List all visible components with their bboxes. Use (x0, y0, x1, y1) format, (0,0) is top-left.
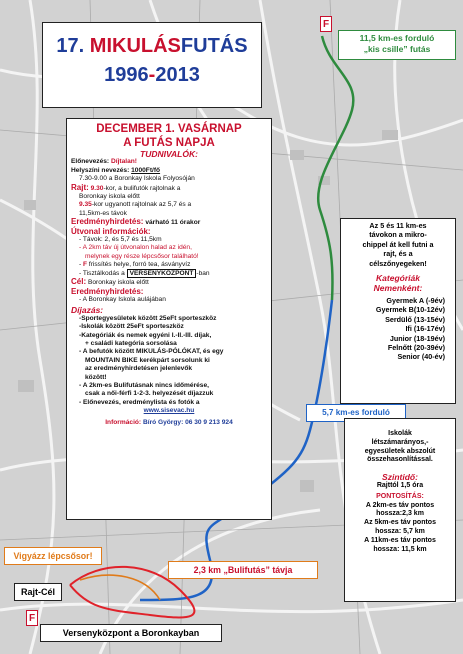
frissito-f-icon: F (83, 261, 88, 269)
frissito-text: frissítés helye, forró tea, ásványvíz (87, 261, 191, 269)
chip-text-3: chippel át kell futni a (362, 239, 434, 249)
dijazas-10: csak a női-férfi 1-2-3. helyezését díjazzuk (85, 390, 214, 398)
tudnivalok-heading: TUDNIVALÓK: (140, 149, 198, 159)
schools-text-3: egyesületek abszolút (364, 447, 436, 455)
ered1-label: Eredményhirdetés: (71, 217, 144, 227)
helyszini-label: Helyszíni nevezés: (71, 166, 130, 174)
category-item: Junior (18-19év) (389, 333, 445, 343)
chip-text-2: távokon a mikro- (369, 230, 427, 240)
elonevezes-label: Előnevezés: (71, 158, 110, 166)
categories-heading: Kategóriák (376, 273, 420, 284)
helyszini-time: 7.30-9.00 a Boronkay Iskola Folyosóján (79, 175, 195, 183)
stairs-warning-label: Vigyázz lépcsősor! (4, 547, 102, 565)
refreshment-marker-top: F (320, 16, 332, 32)
category-item: Senior (40-év) (397, 352, 445, 362)
ered2-value: - A Boronkay Iskola aulájában (79, 295, 166, 303)
info-panel (66, 118, 272, 520)
cel-value: Boronkay iskola előtt (87, 279, 149, 287)
rajt-text3: -kor ugyanott rajtolnak az 5,7 és a (91, 201, 192, 209)
precision-line: hossza:2,3 km (376, 510, 424, 518)
frissito-pre: - (79, 261, 84, 269)
website-link[interactable]: www.sisevac.hu (143, 407, 195, 415)
contact-value: Bíró György: 06 30 9 213 924 (142, 418, 233, 426)
dijazas-1: -Sportegyesületek között 25eFt sporteszköz (79, 314, 217, 322)
utvonal-label: Útvonal információk: (71, 226, 151, 236)
title-box (42, 22, 262, 108)
contact-label: Információ: (105, 418, 142, 426)
category-item: Gyermek B(10-12év) (375, 305, 445, 315)
dijazas-4: + családi kategória sorsolása (85, 339, 177, 347)
year-start: 1996 (104, 64, 149, 86)
dijazas-8: között! (85, 373, 107, 381)
precision-line: hossza: 11,5 km (373, 545, 427, 553)
start-finish-label: Rajt-Cél (14, 583, 62, 601)
ered1-value: várható 11 órakor (145, 219, 201, 227)
category-item: Gyermek A (-9év) (386, 296, 445, 306)
dijazas-2: -Iskolák között 25eFt sporteszköz (79, 323, 184, 331)
event-years (43, 64, 261, 87)
refreshment-marker-bottom: F (26, 610, 38, 626)
warning-line1: - A 2km táv új útvonalon halad az idén, (79, 244, 192, 252)
cel-label: Cél: (71, 277, 87, 287)
precision-heading: PONTOSÍTÁS: (376, 492, 424, 500)
rajt-label: Rajt: (71, 182, 89, 192)
elonevezes-value: Díjtalan! (110, 158, 137, 166)
rajt-time: 9.30 (90, 184, 104, 192)
schools-panel (344, 418, 456, 602)
helyszini-value: 1000Ft/fő (131, 166, 161, 174)
tisztalkodas-line (71, 270, 267, 278)
day-heading: A FUTÁS NAPJA (123, 137, 215, 149)
dijazas-11: - Előnevezés, eredménylista és fotók a (79, 398, 200, 406)
elonevezes-line (71, 158, 267, 166)
rajt-text1: -kor, a bulifutók rajtolnak a (103, 184, 181, 192)
rajt-text4: 11,5km-es távok (79, 209, 127, 217)
rajt-line2 (71, 201, 267, 209)
category-item: Ifi (16-17év) (405, 324, 445, 334)
helyszini-line (71, 167, 267, 175)
categories-subheading: Nemenként: (373, 283, 423, 294)
precision-line: A 2km-es táv pontos (365, 501, 435, 509)
time-limit-value: Rajttól 1,5 óra (376, 481, 424, 489)
category-item: Serdülő (13-15év) (385, 314, 445, 324)
chip-text-5: célszőnyegeken! (369, 258, 427, 268)
rajt-line (71, 184, 267, 193)
warning-line2: melynek egy része lépcsősor található! (85, 252, 199, 260)
precision-line: A 11km-es táv pontos (364, 536, 436, 544)
categories-panel (340, 218, 456, 404)
precision-line: hossza: 5,7 km (375, 527, 425, 535)
turnaround-5km-label: 5,7 km-es forduló (306, 404, 406, 422)
tisztalkodas-boxed: VERSENYKÖZPONT (127, 269, 197, 278)
schools-text-4: összehasonlítással. (367, 456, 433, 464)
schools-text-2: létszámarányos,- (371, 438, 429, 446)
tavok-line: - Távok: 2, és 5,7 és 11,5km (79, 236, 162, 244)
date-heading: DECEMBER 1. VASÁRNAP (96, 123, 242, 135)
chip-text-1: Az 5 és 11 km-es (369, 221, 427, 230)
race-center-label: Versenyközpont a Boronkayban (40, 624, 222, 642)
title-word-futas: FUTÁS (180, 35, 248, 57)
dijazas-5: - A befutók között MIKULÁS-PÓLÓKAT, és egy (79, 348, 224, 356)
rajt-text2: Boronkay iskola előtt (79, 193, 140, 201)
rajt-time2: 9.35 (79, 201, 92, 209)
dijazas-9: - A 2km-es Bulifutásnak nincs időmérése, (79, 381, 209, 389)
schools-text-1: Iskolák (388, 430, 412, 437)
chip-text-4: rajt, és a (383, 249, 413, 259)
event-title (43, 35, 261, 58)
turnaround-11km-text: 11,5 km-es forduló (359, 33, 435, 43)
tisztalkodas-post: -ban (196, 269, 210, 277)
year-end: 2013 (155, 64, 200, 86)
dijazas-3: -Kategóriák és nemek egyéni I.-II.-III. díjak, (79, 331, 212, 339)
bulifutas-label: 2,3 km „Bulifutás” távja (168, 561, 318, 579)
contact-line (71, 419, 267, 427)
dijazas-heading: Díjazás: (71, 305, 104, 316)
precision-line: Az 5km-es táv pontos (364, 519, 436, 527)
category-item: Felnőtt (20-39év) (387, 343, 445, 353)
dijazas-6: MOUNTAIN BIKE kerékpárt sorsolunk ki (85, 356, 210, 364)
year-dash: - (148, 64, 156, 86)
tisztalkodas-pre: - Tisztálkodás a (79, 269, 127, 277)
title-number: 17. (56, 35, 85, 57)
dijazas-7: az eredményhirdetésen jelenlevők (85, 365, 193, 373)
ered2-label: Eredményhirdetés: (71, 286, 144, 296)
turnaround-11km-label (338, 30, 456, 60)
kis-csille-text: „kis csille” futás (363, 44, 431, 54)
title-word-mikulas: MIKULÁS (89, 35, 181, 57)
time-limit-heading: Szintidő: (382, 472, 418, 483)
